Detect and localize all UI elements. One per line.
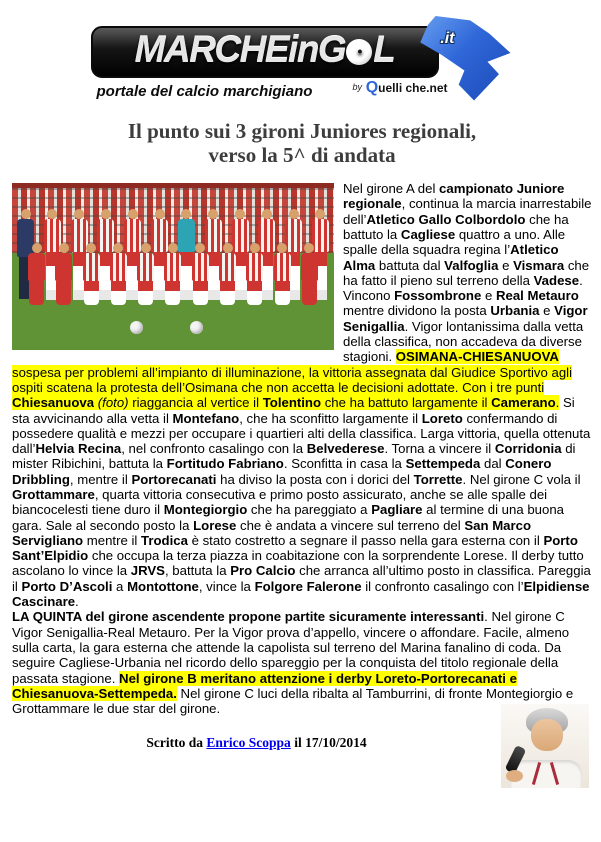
second-paragraph [12, 609, 592, 716]
text-segment: e [481, 288, 496, 304]
text-segment: . Vigor lontanissima dalla vetta della classifica, non accadeva da diverse stagioni. [343, 318, 584, 365]
text-segment: e [539, 303, 555, 319]
text-segment: Si sta avvicinando alla vetta il [12, 395, 575, 426]
text-segment: che occupa la terza piazza in coabitazione con la sorprendente Lorese. Il derby tutto ascolano lo vince la [12, 548, 584, 579]
text-segment: , quarta vittoria consecutiva e primo posto assicurato, anche se alle spalle dei biancocelesti tiene duro il [12, 487, 548, 518]
player-figure [110, 243, 127, 305]
text-segment: Nel girone B meritano attenzione i derby Loreto-Portorecanati e Chiesanuova-Settempeda. [12, 670, 517, 701]
text-segment: . [555, 395, 560, 411]
article-footer [12, 716, 592, 788]
article-body [12, 181, 592, 788]
text-segment: Nel girone A del [343, 181, 440, 197]
text-segment: Chiesanuova [12, 395, 95, 411]
text-segment: che ha battuto largamente il [321, 395, 492, 411]
text-segment: che arranca all’ultimo posto in classifica. Pareggia il [12, 563, 591, 594]
byline-name: Quelli che.net [365, 79, 448, 96]
text-segment: Porto Sant’Elpidio [12, 532, 578, 564]
site-byline [353, 80, 448, 96]
text-segment: LA QUINTA del girone ascendente propone partite sicuramente interessanti [12, 609, 485, 625]
player-figure [219, 243, 236, 305]
byline-credit [12, 716, 501, 750]
text-segment: Valfoglia [444, 257, 499, 273]
page-title-line2: verso la 5^ di andata [208, 143, 396, 167]
author-link[interactable]: Enrico Scoppa [206, 735, 291, 751]
text-segment: Loreto [421, 410, 463, 426]
text-segment: Trodica [141, 532, 188, 548]
site-tagline: portale del calcio marchigiano [96, 83, 313, 100]
text-segment: Tolentino [262, 395, 322, 411]
text-segment: Conero Dribbling [12, 456, 552, 487]
text-segment: Montottone [127, 578, 199, 594]
player-figure [83, 243, 100, 305]
text-segment: il confronto casalingo con l’ [361, 578, 524, 594]
text-segment: OSIMANA-CHIESANUOVA [395, 349, 559, 365]
text-segment: Urbania [490, 303, 540, 319]
logo-tld: .it [440, 30, 455, 47]
text-segment: , mentre il [69, 471, 132, 487]
text-segment: di mister Ribichini, battuta la [12, 441, 576, 472]
text-segment: sospesa per problemi all’impianto di illuminazione, la vittoria assegnata dal Giudice Sportivo agli ospiti scatena la protesta dell’Osimana che non accetta le decisioni adottate. Con i tre punti [12, 364, 573, 395]
site-logo[interactable] [91, 26, 439, 78]
text-segment: . [75, 594, 79, 610]
text-segment: Montefano [172, 410, 240, 426]
text-segment: Fossombrone [394, 288, 482, 304]
text-segment: (foto) [97, 395, 129, 411]
text-segment: confermando di possedere qualità e mezzi per occupare i quartieri alti della classifica. Larga vittoria, quella ottenuta dall’ [12, 410, 591, 457]
author-face [531, 719, 563, 751]
logo-text: MARCHEinG ● L [134, 28, 395, 70]
text-segment: Belvederese [306, 441, 385, 457]
team-photo [12, 183, 334, 350]
player-figure [28, 243, 45, 305]
text-segment: Pagliare [371, 502, 423, 518]
text-segment: Vismara [513, 257, 565, 273]
text-segment: il 17/10/2014 [290, 735, 367, 751]
text-segment: riaggancia al vertice il [128, 395, 263, 411]
text-segment: ha diviso la posta con i dorici del [216, 471, 414, 487]
text-segment: Nel girone C luci della ribalta al Tamburrini, di fronte Montegiorgio e Grottammare le due star del girone. [12, 685, 574, 717]
text-segment: Elpidiense Cascinare [12, 578, 590, 610]
text-segment: Lorese [193, 517, 237, 533]
text-segment: , vince la [198, 578, 255, 594]
text-segment: Atletico Alma [343, 242, 559, 273]
text-segment: Helvia Recina [35, 441, 122, 457]
text-segment: . Sconfitta in casa la [283, 456, 406, 472]
text-segment: Corridonia [494, 441, 562, 457]
text-segment: Atletico Gallo Colbordolo [366, 211, 526, 227]
text-segment: Camerano [491, 395, 556, 411]
text-segment: Settempeda [405, 456, 481, 472]
player-figure [164, 243, 181, 305]
text-segment: , battuta la [164, 563, 231, 579]
text-segment: che ha fatto il pieno sul terreno della [343, 257, 590, 288]
text-segment: è stato costretto a segnare il passo nella gara esterna con il [187, 532, 544, 548]
text-segment: JRVS [130, 563, 165, 579]
site-header [91, 16, 511, 106]
player-figure [274, 243, 291, 305]
text-segment: e [498, 257, 514, 273]
text-segment: Porto D’Ascoli [21, 578, 113, 594]
text-segment: Fortitudo Fabriano [166, 456, 284, 472]
text-segment: San Marco Servigliano [12, 517, 532, 548]
text-segment: Pro Calcio [230, 563, 296, 579]
text-segment: . Torna a vincere il [384, 441, 495, 457]
text-segment: battuta dal [375, 257, 445, 273]
text-segment: , che ha sconfitto largamente il [239, 410, 422, 426]
text-segment: campionato Juniore regionale [343, 181, 565, 212]
author-photo [501, 704, 589, 788]
text-segment: che è andata a vincere sul terreno del [236, 517, 465, 533]
text-segment: Montegiorgio [163, 502, 248, 518]
text-segment: mentre il [83, 532, 141, 548]
text-segment: quattro a uno. Alle spalle della squadra regina l’ [343, 226, 566, 258]
text-segment: dal [480, 456, 506, 472]
soccer-ball-icon: ● [346, 39, 372, 65]
player-figure [137, 243, 154, 305]
page-title [12, 119, 592, 167]
player-figure [192, 243, 209, 305]
text-segment: al termine di una buona gara. Sale al secondo posto la [12, 502, 565, 533]
text-segment: Vigor Senigallia [343, 303, 588, 334]
byline-by: by [352, 82, 363, 92]
text-segment: Cagliese [400, 226, 456, 242]
text-segment: , continua la marcia inarrestabile dell’ [343, 196, 592, 227]
text-segment: Real Metauro [495, 288, 579, 304]
page-title-line1: Il punto sui 3 gironi Juniores regionali, [127, 119, 477, 143]
text-segment: Torrette [413, 471, 463, 487]
player-figure [55, 243, 72, 305]
text-segment: Portorecanati [131, 471, 217, 487]
team-photo-front-row [28, 243, 318, 305]
text-segment: che ha pareggiato a [247, 502, 372, 518]
text-segment: . Nel girone C Vigor Senigallia-Real Metauro. Per la Vigor prova d’appello, vincere o affondare. Facile, almeno sulla carta, la gara esterna che attende la capolista sul terreno del Marina fanalino di coda. Da seguire Cagliese-Urbania nel ricordo dello spareggio per la conquista del titolo regionale della passata stagione. [12, 609, 570, 686]
text-segment: Folgore Falerone [254, 578, 362, 594]
text-segment: Scritto da [146, 735, 207, 751]
text-segment: a [112, 578, 128, 594]
text-segment: . Nel girone C vola il [462, 471, 581, 487]
soccer-ball-prop [190, 321, 203, 334]
text-segment: che ha battuto la [343, 211, 569, 242]
player-figure [246, 243, 263, 305]
text-segment: Vadese [533, 272, 580, 288]
text-segment: , nel confronto casalingo con la [121, 441, 307, 457]
text-segment: mentre dividono la posta [343, 303, 491, 319]
text-segment: . Vincono [343, 272, 583, 304]
soccer-ball-prop [130, 321, 143, 334]
text-segment: Grottammare [12, 487, 95, 502]
player-figure [301, 243, 318, 305]
